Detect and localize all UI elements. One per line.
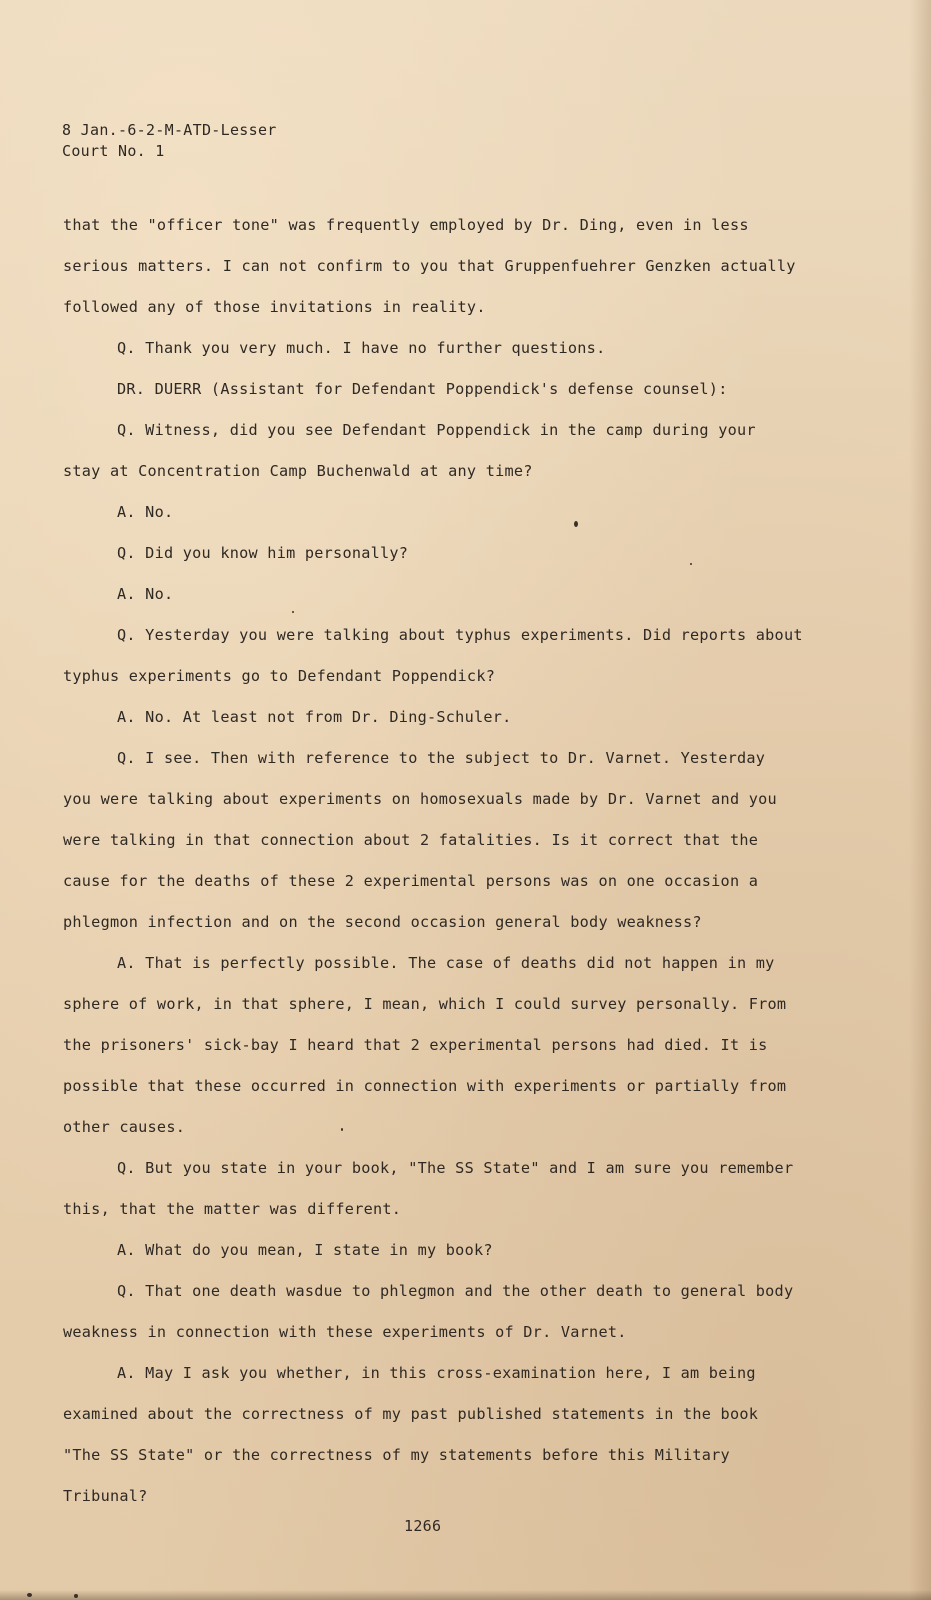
text-line: this, that the matter was different. [63,1200,402,1218]
text-line: "The SS State" or the correctness of my statements before this Military [63,1446,730,1464]
text-line: phlegmon infection and on the second occasion general body weakness? [63,913,702,931]
text-line: weakness in connection with these experiments of Dr. Varnet. [63,1323,627,1341]
text-line: sphere of work, in that sphere, I mean, which I could survey personally. From [63,995,787,1013]
text-line: DR. DUERR (Assistant for Defendant Poppendick's defense counsel): [117,380,728,398]
text-line: examined about the correctness of my past published statements in the book [63,1405,759,1423]
text-line: Tribunal? [63,1487,148,1505]
document-header [62,120,277,162]
text-line: A. What do you mean, I state in my book? [117,1241,493,1259]
text-line: Q. But you state in your book, "The SS State" and I am sure you remember [117,1159,794,1177]
text-line: typhus experiments go to Defendant Poppendick? [63,667,496,685]
text-line: stay at Concentration Camp Buchenwald at any time? [63,462,533,480]
page-bottom-edge [0,1590,931,1600]
ink-speck [690,563,692,565]
text-line: A. No. [117,503,174,521]
ink-speck [27,1593,32,1597]
text-line: A. May I ask you whether, in this cross-examination here, I am being [117,1364,756,1382]
page-edge-shadow [909,0,931,1600]
text-line: Q. Witness, did you see Defendant Poppendick in the camp during your [117,421,756,439]
text-line: you were talking about experiments on homosexuals made by Dr. Varnet and you [63,790,777,808]
text-line: that the "officer tone" was frequently employed by Dr. Ding, even in less [63,216,749,234]
text-line: serious matters. I can not confirm to you that Gruppenfuehrer Genzken actually [63,257,796,275]
ink-speck [74,1594,78,1598]
text-line: Q. That one death wasdue to phlegmon and the other death to general body [117,1282,794,1300]
text-line: A. No. At least not from Dr. Ding-Schuler. [117,708,512,726]
ink-speck [292,611,294,613]
text-line: were talking in that connection about 2 fatalities. Is it correct that the [63,831,759,849]
ink-speck [341,1128,343,1131]
text-line: A. That is perfectly possible. The case of deaths did not happen in my [117,954,775,972]
text-line: Q. Thank you very much. I have no further questions. [117,339,606,357]
text-line: Q. Did you know him personally? [117,544,409,562]
header-court-line: Court No. 1 [62,142,165,160]
text-line: followed any of those invitations in reality. [63,298,486,316]
text-line: Q. Yesterday you were talking about typhus experiments. Did reports about [117,626,803,644]
text-line: other causes. [63,1118,186,1136]
text-line: A. No. [117,585,174,603]
header-reference-line: 8 Jan.-6-2-M-ATD-Lesser [62,121,277,139]
page-number: 1266 [404,1517,442,1535]
text-line: cause for the deaths of these 2 experimental persons was on one occasion a [63,872,759,890]
text-line: the prisoners' sick-bay I heard that 2 experimental persons had died. It is [63,1036,768,1054]
text-line: possible that these occurred in connection with experiments or partially from [63,1077,787,1095]
ink-speck [574,521,578,527]
text-line: Q. I see. Then with reference to the subject to Dr. Varnet. Yesterday [117,749,766,767]
